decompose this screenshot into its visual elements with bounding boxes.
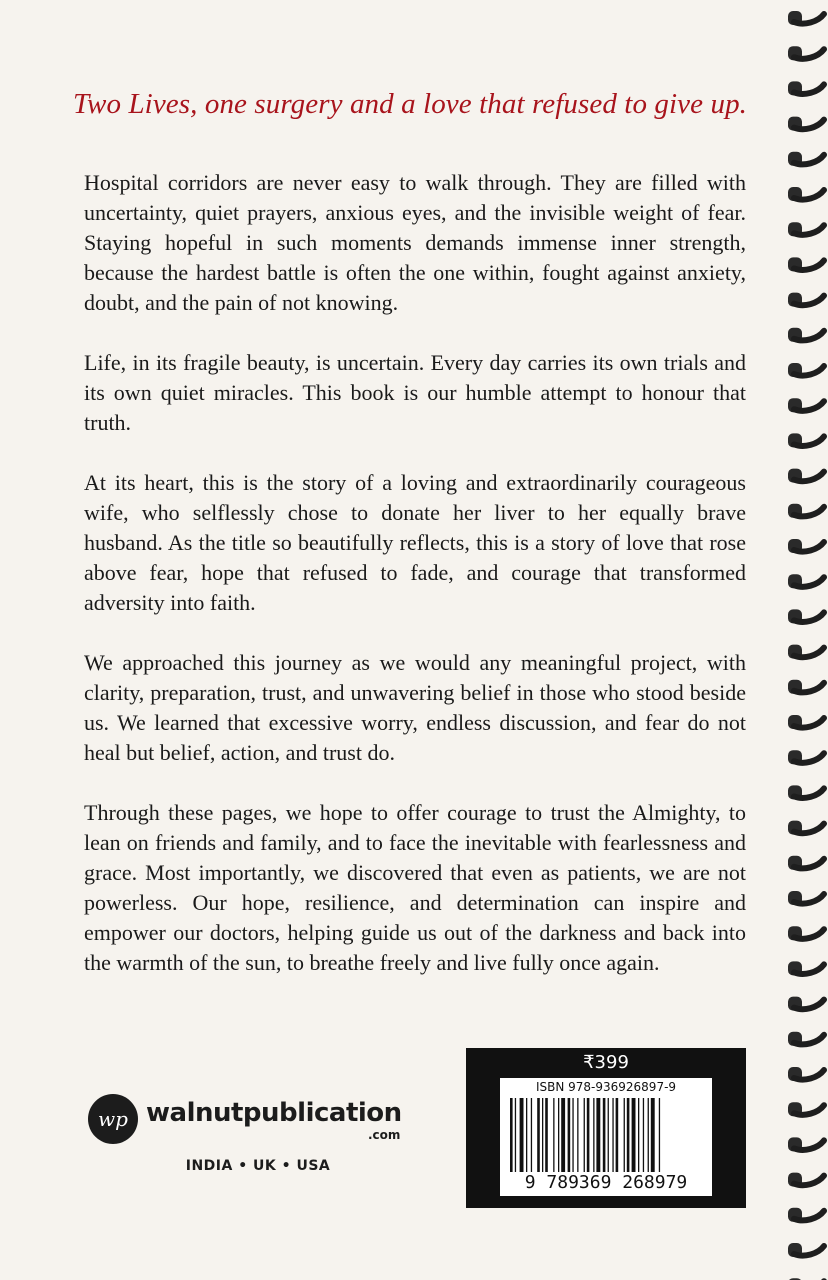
barcode-bar	[632, 1098, 636, 1178]
spiral-coil	[788, 715, 824, 729]
spiral-coil	[788, 961, 824, 975]
spiral-coil	[788, 81, 824, 95]
spiral-coil	[788, 187, 824, 201]
spiral-coil	[788, 574, 824, 588]
spiral-coil	[788, 1208, 824, 1222]
spiral-binding	[788, 0, 828, 1280]
spiral-coil	[788, 539, 824, 553]
spiral-coil	[788, 363, 824, 377]
barcode-bar	[515, 1098, 516, 1178]
publisher-regions: INDIA • UK • USA	[185, 1158, 331, 1174]
barcode-bar	[587, 1098, 590, 1178]
tagline: Two Lives, one surgery and a love that refused to give up.	[72, 88, 748, 120]
publisher-domain-suffix: .com	[368, 1128, 401, 1142]
spiral-coil	[788, 680, 824, 694]
barcode-bar	[520, 1098, 524, 1178]
spiral-coil	[788, 398, 824, 412]
barcode-bar	[537, 1098, 540, 1178]
barcode-bar	[608, 1098, 609, 1178]
price-label: ₹399	[583, 1052, 629, 1073]
spiral-coil	[788, 1137, 824, 1151]
barcode-bar	[651, 1098, 655, 1178]
paragraph-3: At its heart, this is the story of a loving and extraordinarily courageous wife, who selflessly chose to donate her liver to her equally brave husband. As the title so beautifully reflects, this is a story of love that rose above fear, hope that refused to fade, and courage that transformed adversity into faith.	[84, 470, 746, 615]
spiral-coil	[788, 1067, 824, 1081]
spiral-coil	[788, 609, 824, 623]
paragraph-5: Through these pages, we hope to offer courage to trust the Almighty, to lean on friends and family, and to face the inevitable with fearlessness and grace. Most importantly, we discovered that even as patients, we are not powerless. Our hope, resilience, and determination can inspire and empower our doctors, helping guide us out of the darkness and back into the warmth of the sun, to breathe freely and live fully once again.	[84, 800, 746, 975]
paragraph-2: Life, in its fragile beauty, is uncertain. Every day carries its own trials and its own quiet miracles. This book is our humble attempt to honour that truth.	[84, 350, 746, 435]
barcode-bar	[596, 1098, 600, 1178]
barcode-bar	[542, 1098, 543, 1178]
spiral-coil	[788, 645, 824, 659]
spiral-coil	[788, 1173, 824, 1187]
barcode-bar	[638, 1098, 639, 1178]
spiral-coil	[788, 785, 824, 799]
spiral-coil	[788, 821, 824, 835]
barcode-bar	[603, 1098, 606, 1178]
spiral-coil	[788, 222, 824, 236]
spiral-coil	[788, 750, 824, 764]
barcode-bar	[545, 1098, 548, 1178]
barcode-bar	[561, 1098, 565, 1178]
spiral-coil	[788, 997, 824, 1011]
barcode-bar	[510, 1098, 513, 1178]
barcode-bar	[553, 1098, 554, 1178]
spiral-coil	[788, 328, 824, 342]
publisher-monogram-icon: wp	[88, 1094, 138, 1144]
barcode-number: 9 789369 268979	[500, 1172, 712, 1193]
isbn-label: ISBN 978-936926897-9	[535, 1080, 677, 1094]
paragraph-4: We approached this journey as we would any meaningful project, with clarity, preparation, trust, and unwavering belief in those who stood beside us. We learned that excessive worry, endless discussion, and fear do not heal but belief, action, and trust do.	[84, 650, 746, 765]
spiral-coil	[788, 293, 824, 307]
spiral-coil	[788, 856, 824, 870]
spiral-coil	[788, 117, 824, 131]
spiral-coil	[788, 433, 824, 447]
barcode-bar	[572, 1098, 573, 1178]
spiral-coil	[788, 11, 824, 25]
spiral-coil	[788, 257, 824, 271]
spiral-coil	[788, 46, 824, 60]
barcode-bar	[659, 1098, 660, 1178]
barcode-bar	[643, 1098, 644, 1178]
blurb-text	[84, 168, 746, 1008]
barcode-panel	[500, 1078, 712, 1196]
spiral-coil	[788, 469, 824, 483]
barcode-bar	[627, 1098, 630, 1178]
barcode-icon	[508, 1098, 704, 1178]
spiral-coil	[788, 1243, 824, 1257]
barcode-bar	[584, 1098, 585, 1178]
barcode-bar	[568, 1098, 571, 1178]
paragraph-1: Hospital corridors are never easy to walk through. They are filled with uncertainty, quiet prayers, anxious eyes, and the invisible weight of fear. Staying hopeful in such moments demands immense inner strength, because the hardest battle is often the one within, fought against anxiety, doubt, and the pain of not knowing.	[84, 170, 746, 315]
barcode-block	[466, 1048, 746, 1208]
barcode-bar	[593, 1098, 594, 1178]
barcode-bar	[648, 1098, 649, 1178]
spiral-coil	[788, 891, 824, 905]
barcode-bar	[612, 1098, 613, 1178]
spiral-coil	[788, 1032, 824, 1046]
spiral-coil	[788, 152, 824, 166]
barcode-bar	[616, 1098, 619, 1178]
publisher-logo	[88, 1094, 418, 1174]
barcode-bar	[558, 1098, 559, 1178]
barcode-bar	[577, 1098, 578, 1178]
spiral-coil	[788, 926, 824, 940]
spiral-coil	[788, 504, 824, 518]
spiral-coil	[788, 1102, 824, 1116]
publisher-name: walnutpublication	[146, 1098, 402, 1128]
barcode-bar	[531, 1098, 532, 1178]
barcode-bar	[624, 1098, 625, 1178]
barcode-bar	[526, 1098, 527, 1178]
